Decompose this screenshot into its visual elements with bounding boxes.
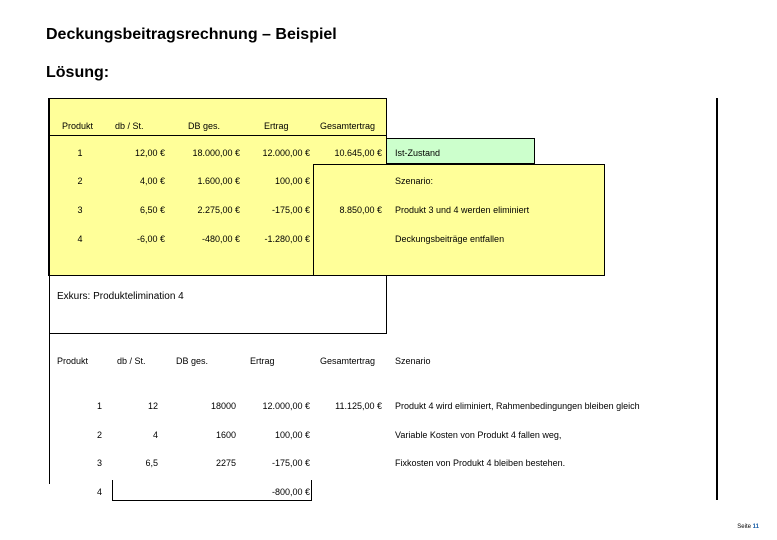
t1-r3-ertrag: -175,00 € xyxy=(271,205,310,215)
page-label: Seite xyxy=(737,524,751,530)
t2-header-db-st: db / St. xyxy=(117,356,146,366)
t1-r4-produkt: 4 xyxy=(77,234,83,244)
right-divider-line xyxy=(716,98,718,500)
t1-r4-dbges: -480,00 € xyxy=(201,234,240,244)
t1-r1-db: 12,00 € xyxy=(134,148,165,158)
t1-header-db-ges: DB ges. xyxy=(188,121,221,131)
t2-r2-dbges: 1600 xyxy=(215,430,236,440)
table1-left-border xyxy=(48,98,50,276)
table2-bottom-line xyxy=(112,500,312,501)
t2-r1-gesamt: 11.125,00 € xyxy=(335,401,382,411)
t1-r2-dbges: 1.600,00 € xyxy=(197,176,240,186)
page-number xyxy=(737,524,759,530)
t1-r3-db: 6,50 € xyxy=(139,205,165,215)
t1-r3-produkt: 3 xyxy=(77,205,83,215)
t1-header-produkt: Produkt xyxy=(62,121,94,131)
t2-r2-produkt: 2 xyxy=(96,430,102,440)
t2-r4-ertrag: -800,00 € xyxy=(271,487,310,497)
t2-r4-produkt: 4 xyxy=(96,487,102,497)
page-number-value: 11 xyxy=(752,524,759,530)
t1-r1-dbges: 18.000,00 € xyxy=(192,148,240,158)
t1-r2-ertrag: 100,00 € xyxy=(274,176,310,186)
table2-ertrag-divider xyxy=(311,480,312,501)
t1-r3-note: Produkt 3 und 4 werden eliminiert xyxy=(395,205,530,215)
t1-header-gesamtertrag: Gesamtertrag xyxy=(320,121,376,131)
t1-r4-db: -6,00 € xyxy=(136,234,165,244)
t2-r1-db: 12 xyxy=(147,401,158,411)
t2-r3-produkt: 3 xyxy=(96,458,102,468)
t1-r4-note: Deckungsbeiträge entfallen xyxy=(395,234,505,244)
t1-header-ertrag: Ertrag xyxy=(264,121,289,131)
t2-r3-dbges: 2275 xyxy=(215,458,236,468)
t2-header-gesamtertrag: Gesamtertrag xyxy=(320,356,376,366)
t2-header-ertrag: Ertrag xyxy=(250,356,275,366)
t2-r1-ertrag: 12.000,00 € xyxy=(262,401,310,411)
szenario-box xyxy=(313,164,605,276)
t2-r2-ertrag: 100,00 € xyxy=(274,430,310,440)
t1-r2-note: Szenario: xyxy=(395,176,434,186)
t2-header-db-ges: DB ges. xyxy=(176,356,209,366)
t2-r2-note: Variable Kosten von Produkt 4 fallen weg, xyxy=(395,430,562,440)
t1-r2-db: 4,00 € xyxy=(139,176,165,186)
table2-db-divider xyxy=(112,480,113,501)
t1-r3-dbges: 2.275,00 € xyxy=(197,205,240,215)
t2-r3-db: 6,5 xyxy=(145,458,158,468)
t1-r1-ertrag: 12.000,00 € xyxy=(262,148,310,158)
t2-header-produkt: Produkt xyxy=(57,356,89,366)
t1-r2-produkt: 2 xyxy=(77,176,83,186)
t1-r4-ertrag: -1.280,00 € xyxy=(264,234,310,244)
excursion-box xyxy=(49,276,387,334)
table2-left-border xyxy=(49,334,50,484)
t1-header-db-st: db / St. xyxy=(115,121,144,131)
t1-r3-gesamt: 8.850,00 € xyxy=(339,205,382,215)
excursion-title: Exkurs: Produktelimination 4 xyxy=(57,291,184,302)
t2-header-szenario: Szenario xyxy=(395,356,431,366)
t2-r1-produkt: 1 xyxy=(96,401,102,411)
t2-r1-note: Produkt 4 wird eliminiert, Rahmenbedingungen bleiben gleich xyxy=(395,401,640,411)
t1-r1-produkt: 1 xyxy=(77,148,83,158)
t2-r2-db: 4 xyxy=(152,430,158,440)
t1-r1-gesamt: 10.645,00 € xyxy=(334,148,382,158)
solution-heading: Lösung: xyxy=(46,64,110,81)
t2-r1-dbges: 18000 xyxy=(210,401,236,411)
t1-r1-note: Ist-Zustand xyxy=(395,148,441,158)
page-title: Deckungsbeitragsrechnung – Beispiel xyxy=(46,26,337,43)
t2-r3-ertrag: -175,00 € xyxy=(271,458,310,468)
t2-r3-note: Fixkosten von Produkt 4 bleiben bestehen. xyxy=(395,458,566,468)
